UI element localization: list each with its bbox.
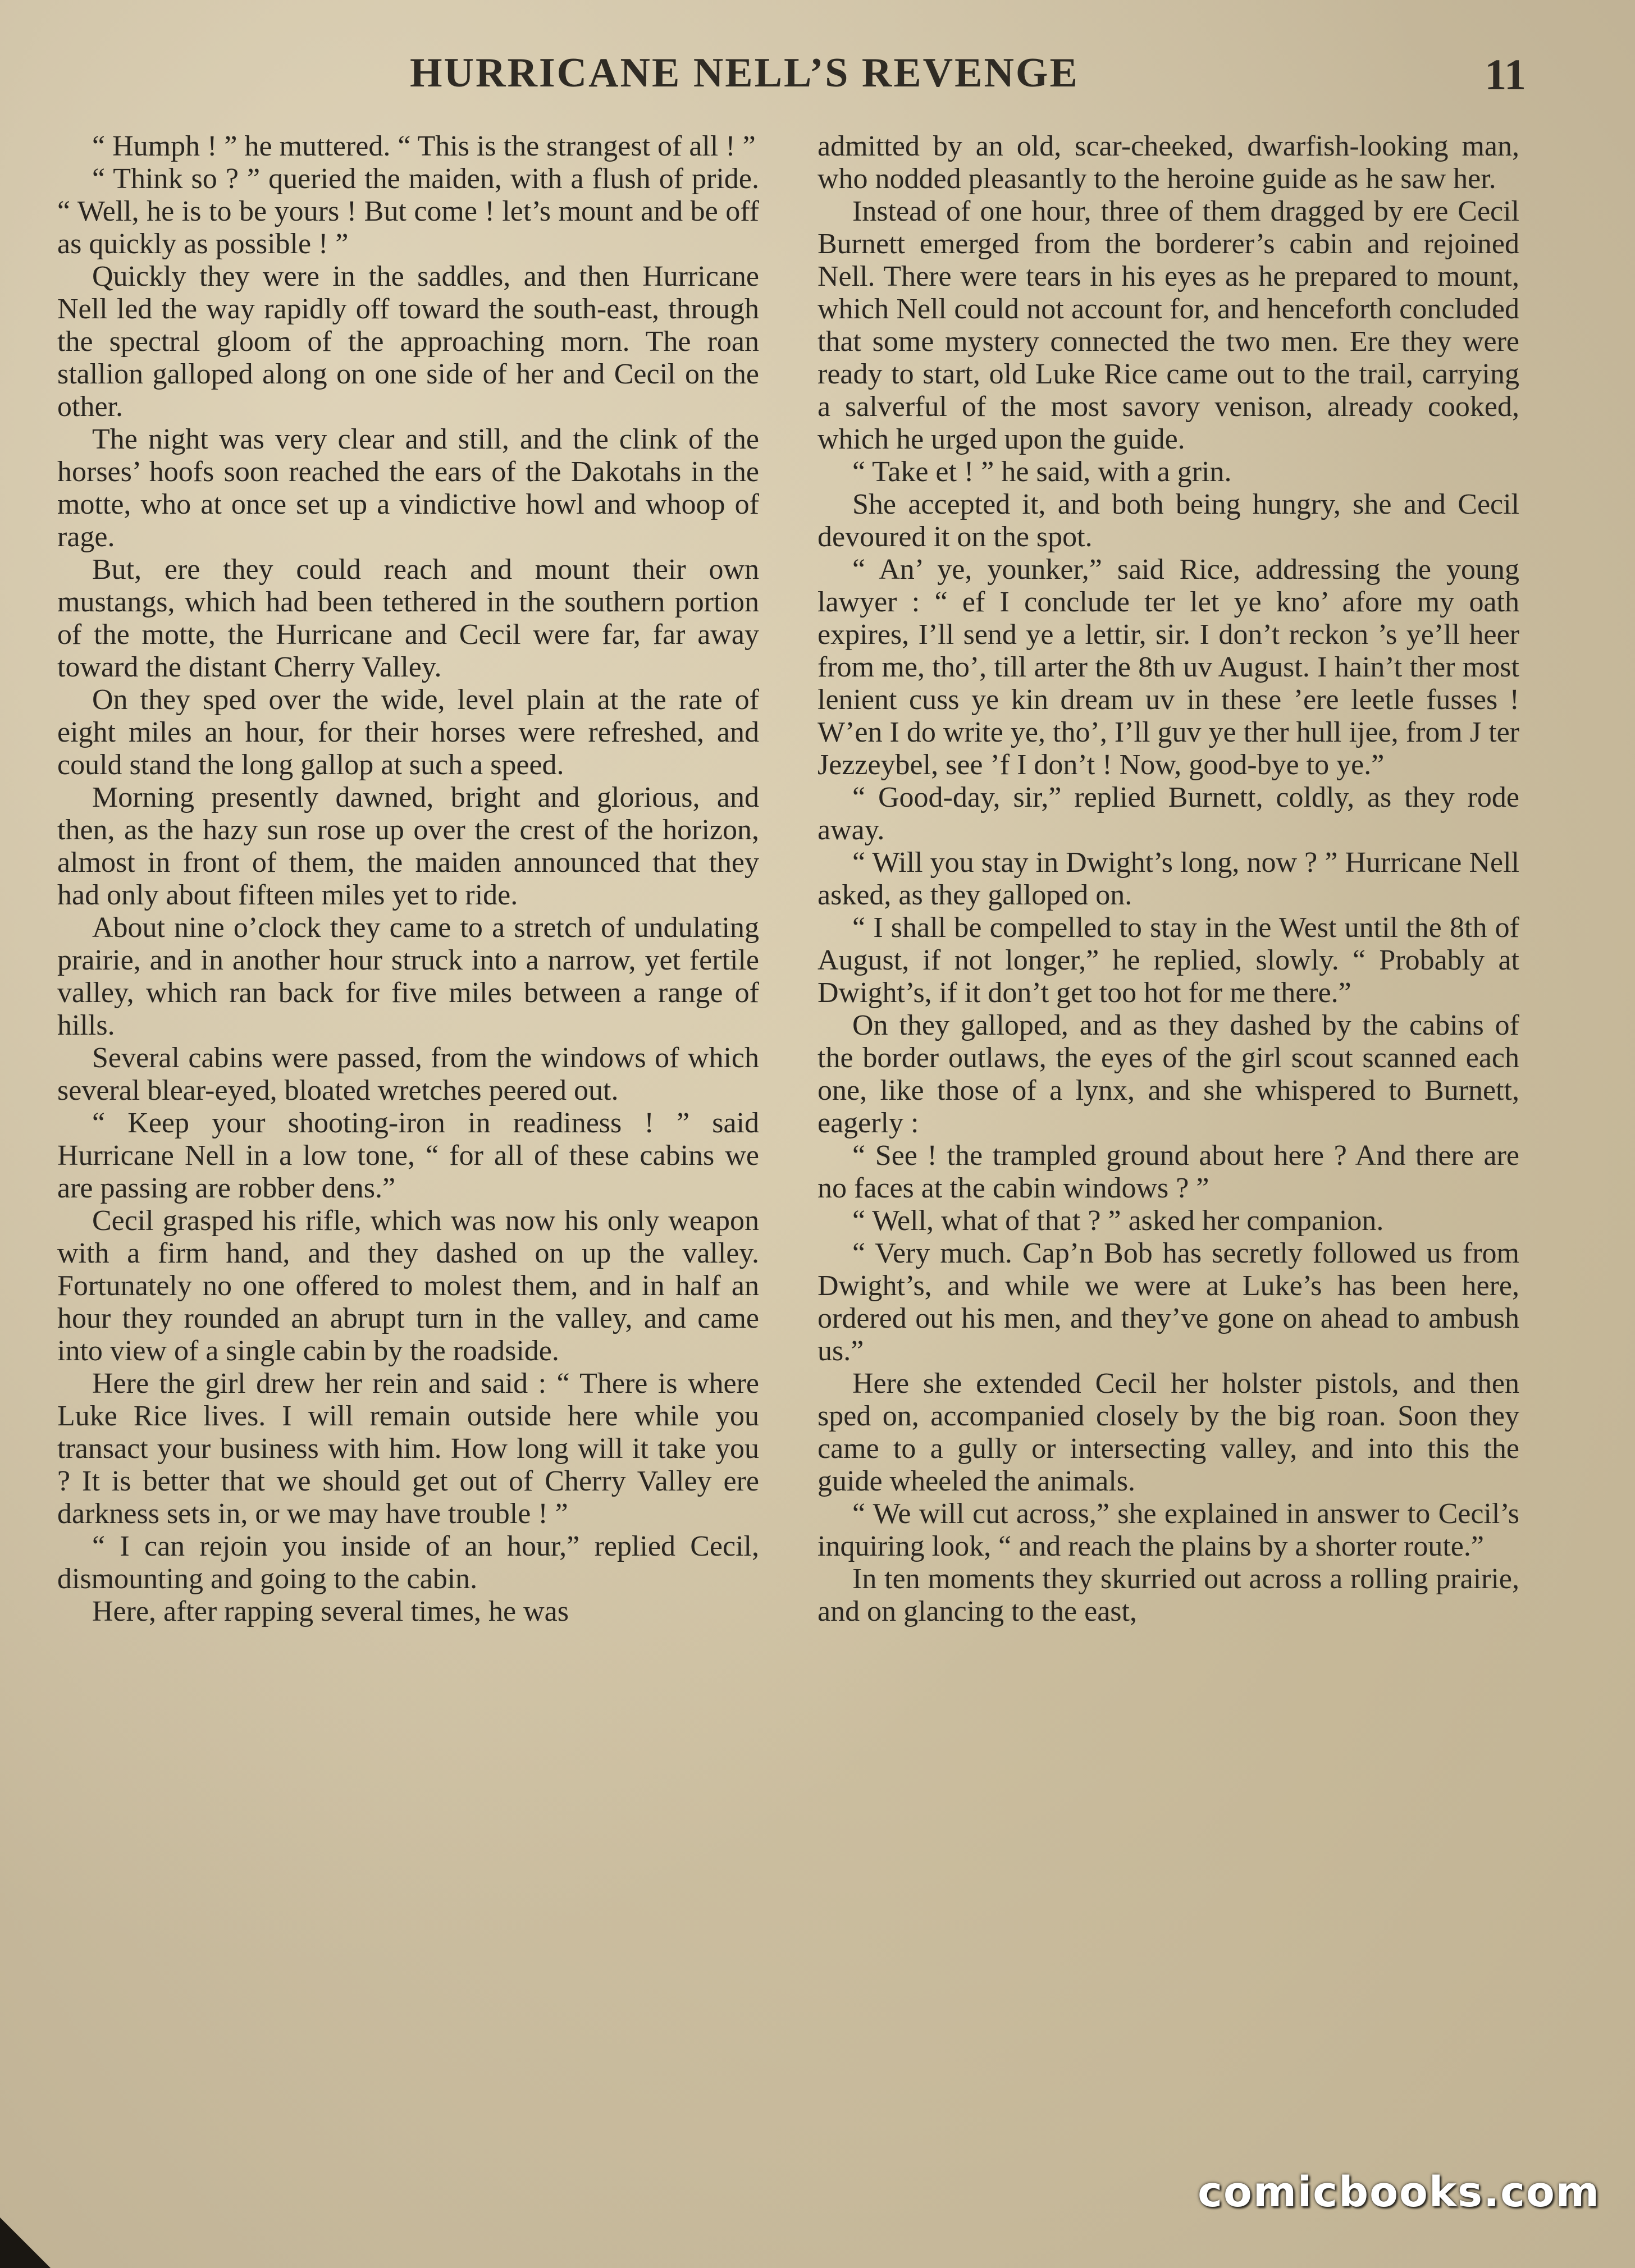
- paragraph: On they galloped, and as they dashed by the cabins of the border outlaws, the eyes of the girl scout scanned each one, like those of a lynx, and she whispered to Burnett, eagerly :: [818, 1009, 1519, 1139]
- paragraph: “ An’ ye, younker,” said Rice, addressing the young lawyer : “ ef I conclude ter let ye kno’ afore my oath expires, I’ll send ye a lettir, sir. I don’t reckon ’s ye’ll heer from me, tho’, till arter the 8th uv August. I hain’t ther most lenient cuss ye kin dream uv in these ’ere leetle fusses ! W’en I do write ye, tho’, I’ll guv ye ther hull ijee, from J ter Jezzeybel, see ’f I don’t ! Now, good-bye to ye.”: [818, 554, 1519, 781]
- paragraph: admitted by an old, scar-cheeked, dwarfish-looking man, who nodded pleasantly to the heroine guide as he saw her.: [818, 130, 1519, 195]
- left-text-column: [57, 130, 759, 2129]
- paragraph: “ Very much. Cap’n Bob has secretly followed us from Dwight’s, and while we were at Luke’s has been here, ordered out his men, and they’ve gone on ahead to ambush us.”: [818, 1237, 1519, 1367]
- paragraph: In ten moments they skurried out across a rolling prairie, and on glancing to the east,: [818, 1563, 1519, 1627]
- page-number: 11: [1485, 50, 1526, 99]
- paragraph: “ Humph ! ” he muttered. “ This is the strangest of all ! ”: [92, 130, 756, 162]
- paragraph: The night was very clear and still, and the clink of the horses’ hoofs soon reached the ears of the Dakotahs in the motte, who at once set up a vindictive howl and whoop of rage.: [57, 423, 759, 553]
- paragraph: Here she extended Cecil her holster pistols, and then sped on, accompanied closely by the big roan. Soon they came to a gully or intersecting valley, and into this the guide wheeled the animals.: [818, 1368, 1519, 1497]
- paragraph: “ We will cut across,” she explained in answer to Cecil’s inquiring look, “ and reach the plains by a shorter route.”: [818, 1498, 1519, 1562]
- paragraph: “ I can rejoin you inside of an hour,” replied Cecil, dismounting and going to the cabin.: [57, 1530, 759, 1595]
- paragraph: “ I shall be compelled to stay in the West until the 8th of August, if not longer,” he replied, slowly. “ Probably at Dwight’s, if it don’t get too hot for me there.”: [818, 912, 1519, 1009]
- page-corner-shadow: [0, 2217, 51, 2268]
- paragraph: She accepted it, and both being hungry, she and Cecil devoured it on the spot.: [818, 488, 1519, 553]
- watermark-text: comicbooks.com: [1198, 2168, 1600, 2216]
- paragraph: “ Well, what of that ? ” asked her companion.: [852, 1205, 1384, 1237]
- running-title: HURRICANE NELL’S REVENGE: [410, 50, 1079, 96]
- paragraph: About nine o’clock they came to a stretch of undulating prairie, and in another hour struck into a narrow, yet fertile valley, which ran back for five miles between a range of hills.: [57, 912, 759, 1041]
- paragraph: Here the girl drew her rein and said : “ There is where Luke Rice lives. I will remain outside here while you transact your business with him. How long will it take you ? It is better that we should get out of Cherry Valley ere darkness sets in, or we may have trouble ! ”: [57, 1368, 759, 1530]
- paragraph: But, ere they could reach and mount their own mustangs, which had been tethered in the southern portion of the motte, the Hurricane and Cecil were far, far away toward the distant Cherry Valley.: [57, 554, 759, 683]
- running-head: [0, 49, 1635, 111]
- paragraph: “ See ! the trampled ground about here ? And there are no faces at the cabin windows ? ”: [818, 1140, 1519, 1204]
- paragraph: On they sped over the wide, level plain at the rate of eight miles an hour, for their horses were refreshed, and could stand the long gallop at such a speed.: [57, 684, 759, 781]
- paragraph: Here, after rapping several times, he was: [92, 1595, 569, 1627]
- paragraph: Cecil grasped his rifle, which was now his only weapon with a firm hand, and they dashed on up the valley. Fortunately no one offered to molest them, and in half an hour they rounded an abrupt turn in the valley, and came into view of a single cabin by the roadside.: [57, 1205, 759, 1367]
- right-text-column: [818, 130, 1519, 2129]
- paragraph: “ Will you stay in Dwight’s long, now ? ” Hurricane Nell asked, as they galloped on.: [818, 847, 1519, 911]
- paragraph: Quickly they were in the saddles, and then Hurricane Nell led the way rapidly off toward the south-east, through the spectral gloom of the approaching morn. The roan stallion galloped along on one side of her and Cecil on the other.: [57, 260, 759, 423]
- paragraph: “ Good-day, sir,” replied Burnett, coldly, as they rode away.: [818, 781, 1519, 846]
- paragraph: “ Take et ! ” he said, with a grin.: [852, 456, 1232, 488]
- paragraph: Several cabins were passed, from the windows of which several blear-eyed, bloated wretches peered out.: [57, 1042, 759, 1106]
- paragraph: “ Keep your shooting-iron in readiness ! ” said Hurricane Nell in a low tone, “ for all of these cabins we are passing are robber dens.”: [57, 1107, 759, 1204]
- paragraph: Instead of one hour, three of them dragged by ere Cecil Burnett emerged from the borderer’s cabin and rejoined Nell. There were tears in his eyes as he prepared to mount, which Nell could not account for, and henceforth concluded that some mystery connected the two men. Ere they were ready to start, old Luke Rice came out to the trail, carrying a salverful of the most savory venison, already cooked, which he urged upon the guide.: [818, 195, 1519, 455]
- paragraph: “ Think so ? ” queried the maiden, with a flush of pride. “ Well, he is to be yours ! But come ! let’s mount and be off as quickly as possible ! ”: [57, 163, 759, 260]
- paragraph: Morning presently dawned, bright and glorious, and then, as the hazy sun rose up over the crest of the horizon, almost in front of them, the maiden announced that they had only about fifteen miles yet to ride.: [57, 781, 759, 911]
